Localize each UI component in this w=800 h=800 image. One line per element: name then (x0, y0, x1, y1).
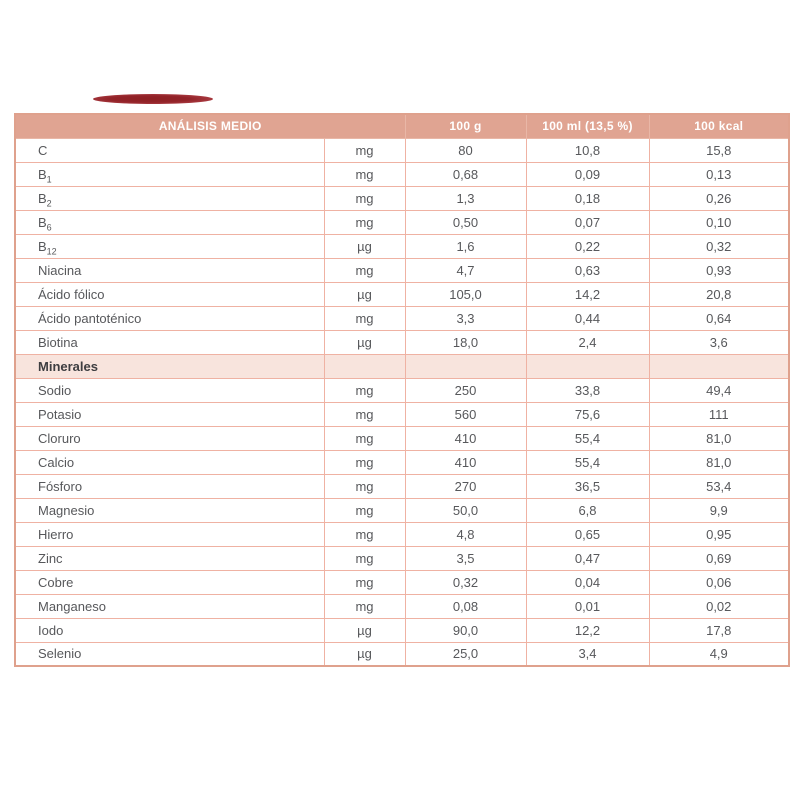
value-100kcal-cell: 0,69 (649, 546, 789, 570)
value-100kcal-cell: 3,6 (649, 330, 789, 354)
nutrient-name-cell (15, 498, 324, 522)
nutrient-name: B (38, 214, 47, 230)
value-100kcal-cell: 111 (649, 402, 789, 426)
value-100ml-cell: 0,18 (526, 186, 649, 210)
value-100ml-cell: 0,01 (526, 594, 649, 618)
nutrient-name-cell (15, 402, 324, 426)
table-body (15, 138, 789, 666)
unit-cell: mg (324, 306, 405, 330)
unit-cell: mg (324, 258, 405, 282)
section-row (15, 354, 789, 378)
nutrient-name: B (38, 166, 47, 182)
nutrient-name: Sodio (38, 382, 72, 398)
value-100ml-cell: 33,8 (526, 378, 649, 402)
nutrient-name-cell (15, 282, 324, 306)
unit-cell (324, 354, 405, 378)
nutrient-name: Magnesio (38, 502, 95, 518)
nutrient-name-cell (15, 210, 324, 234)
value-100ml-cell: 75,6 (526, 402, 649, 426)
table-row (15, 378, 789, 402)
table-row (15, 306, 789, 330)
header-100ml: 100 ml (13,5 %) (526, 114, 649, 138)
value-100kcal-cell: 9,9 (649, 498, 789, 522)
value-100g-cell: 50,0 (405, 498, 526, 522)
value-100kcal-cell: 0,26 (649, 186, 789, 210)
nutrient-name: B (38, 190, 47, 206)
unit-cell: mg (324, 138, 405, 162)
nutrient-name-subscript: 2 (46, 198, 52, 209)
table-row (15, 546, 789, 570)
nutrient-name: Hierro (38, 526, 74, 542)
table-row (15, 426, 789, 450)
value-100ml-cell: 0,09 (526, 162, 649, 186)
value-100ml-cell: 2,4 (526, 330, 649, 354)
value-100kcal-cell: 81,0 (649, 450, 789, 474)
nutrient-name-cell (15, 522, 324, 546)
table-row (15, 234, 789, 258)
nutrient-name: Potasio (38, 406, 82, 422)
unit-cell: µg (324, 330, 405, 354)
nutrient-name-cell (15, 234, 324, 258)
unit-cell: mg (324, 186, 405, 210)
value-100ml-cell: 36,5 (526, 474, 649, 498)
unit-cell: mg (324, 474, 405, 498)
nutrient-name-cell (15, 138, 324, 162)
header-100g: 100 g (405, 114, 526, 138)
value-100g-cell: 0,50 (405, 210, 526, 234)
unit-cell: mg (324, 426, 405, 450)
nutrient-name-cell (15, 594, 324, 618)
value-100kcal-cell: 0,93 (649, 258, 789, 282)
nutrient-name-cell (15, 306, 324, 330)
value-100kcal-cell (649, 354, 789, 378)
value-100g-cell: 3,3 (405, 306, 526, 330)
value-100ml-cell: 0,47 (526, 546, 649, 570)
value-100kcal-cell: 15,8 (649, 138, 789, 162)
header-100kcal: 100 kcal (649, 114, 789, 138)
nutrient-name-cell (15, 186, 324, 210)
value-100g-cell: 3,5 (405, 546, 526, 570)
value-100kcal-cell: 0,95 (649, 522, 789, 546)
nutrient-name: Cloruro (38, 430, 81, 446)
table-row (15, 138, 789, 162)
value-100ml-cell: 6,8 (526, 498, 649, 522)
value-100ml-cell: 0,44 (526, 306, 649, 330)
header-analysis-medio: ANÁLISIS MEDIO (15, 114, 405, 138)
nutrient-name: Selenio (38, 646, 82, 662)
nutrient-name: Iodo (38, 622, 64, 638)
unit-cell: µg (324, 618, 405, 642)
value-100g-cell: 18,0 (405, 330, 526, 354)
nutrient-name-subscript: 1 (46, 174, 52, 185)
nutrient-name: B (38, 238, 47, 254)
value-100ml-cell: 0,65 (526, 522, 649, 546)
unit-cell: mg (324, 378, 405, 402)
value-100g-cell: 0,32 (405, 570, 526, 594)
nutrient-name: Manganeso (38, 598, 106, 614)
table-row (15, 570, 789, 594)
value-100g-cell: 410 (405, 450, 526, 474)
unit-cell: mg (324, 498, 405, 522)
table-row (15, 522, 789, 546)
value-100g-cell: 0,68 (405, 162, 526, 186)
nutrient-name: C (38, 142, 48, 158)
value-100g-cell: 270 (405, 474, 526, 498)
value-100g-cell: 410 (405, 426, 526, 450)
table-row (15, 162, 789, 186)
nutrient-name-cell (15, 162, 324, 186)
nutrient-name: Fósforo (38, 478, 83, 494)
analysis-table (14, 113, 790, 667)
unit-cell: µg (324, 234, 405, 258)
value-100g-cell: 1,6 (405, 234, 526, 258)
nutrient-name: Calcio (38, 454, 75, 470)
value-100g-cell: 4,7 (405, 258, 526, 282)
nutrient-name: Ácido pantoténico (38, 310, 142, 326)
value-100ml-cell: 3,4 (526, 642, 649, 666)
value-100kcal-cell: 0,32 (649, 234, 789, 258)
unit-cell: mg (324, 546, 405, 570)
value-100ml-cell (526, 354, 649, 378)
nutrient-name-subscript: 12 (46, 246, 57, 257)
unit-cell: mg (324, 402, 405, 426)
unit-cell: mg (324, 210, 405, 234)
value-100g-cell: 25,0 (405, 642, 526, 666)
value-100kcal-cell: 20,8 (649, 282, 789, 306)
nutrient-name-cell (15, 546, 324, 570)
nutrient-name-subscript: 6 (46, 222, 52, 233)
nutrient-name: Niacina (38, 262, 82, 278)
value-100g-cell: 0,08 (405, 594, 526, 618)
value-100ml-cell: 0,22 (526, 234, 649, 258)
table-row (15, 330, 789, 354)
value-100kcal-cell: 0,06 (649, 570, 789, 594)
unit-cell: mg (324, 522, 405, 546)
nutrient-name: Cobre (38, 574, 74, 590)
table-row (15, 402, 789, 426)
table-row (15, 450, 789, 474)
unit-cell: mg (324, 570, 405, 594)
value-100ml-cell: 0,04 (526, 570, 649, 594)
nutrient-name-cell (15, 642, 324, 666)
value-100g-cell: 90,0 (405, 618, 526, 642)
unit-cell: mg (324, 162, 405, 186)
value-100kcal-cell: 0,64 (649, 306, 789, 330)
value-100kcal-cell: 81,0 (649, 426, 789, 450)
nutrient-name-cell (15, 474, 324, 498)
value-100g-cell: 560 (405, 402, 526, 426)
table-row (15, 210, 789, 234)
section-name-cell: Minerales (15, 354, 324, 378)
value-100g-cell (405, 354, 526, 378)
value-100kcal-cell: 49,4 (649, 378, 789, 402)
value-100kcal-cell: 0,13 (649, 162, 789, 186)
table-row (15, 594, 789, 618)
nutrient-name-cell (15, 450, 324, 474)
table-row (15, 282, 789, 306)
value-100kcal-cell: 53,4 (649, 474, 789, 498)
unit-cell: mg (324, 594, 405, 618)
value-100kcal-cell: 0,02 (649, 594, 789, 618)
table-row (15, 498, 789, 522)
decorative-swoosh (93, 94, 213, 104)
value-100kcal-cell: 0,10 (649, 210, 789, 234)
nutrient-name-cell (15, 618, 324, 642)
value-100ml-cell: 55,4 (526, 450, 649, 474)
nutrient-name-cell (15, 330, 324, 354)
value-100ml-cell: 10,8 (526, 138, 649, 162)
header-row (15, 114, 789, 138)
table-header (15, 114, 789, 138)
value-100g-cell: 250 (405, 378, 526, 402)
value-100ml-cell: 55,4 (526, 426, 649, 450)
nutrient-name: Ácido fólico (38, 286, 105, 302)
value-100g-cell: 4,8 (405, 522, 526, 546)
table-row (15, 258, 789, 282)
value-100kcal-cell: 17,8 (649, 618, 789, 642)
nutrient-name-cell (15, 258, 324, 282)
value-100ml-cell: 0,63 (526, 258, 649, 282)
value-100g-cell: 1,3 (405, 186, 526, 210)
value-100kcal-cell: 4,9 (649, 642, 789, 666)
unit-cell: µg (324, 642, 405, 666)
value-100g-cell: 105,0 (405, 282, 526, 306)
unit-cell: µg (324, 282, 405, 306)
table-row (15, 618, 789, 642)
table-row (15, 186, 789, 210)
nutrient-name-cell (15, 426, 324, 450)
table-row (15, 474, 789, 498)
nutrient-name-cell (15, 378, 324, 402)
nutrient-name: Zinc (38, 550, 63, 566)
value-100g-cell: 80 (405, 138, 526, 162)
value-100ml-cell: 14,2 (526, 282, 649, 306)
table-row (15, 642, 789, 666)
nutrient-name-cell (15, 570, 324, 594)
value-100ml-cell: 12,2 (526, 618, 649, 642)
nutrient-name: Biotina (38, 334, 78, 350)
value-100ml-cell: 0,07 (526, 210, 649, 234)
unit-cell: mg (324, 450, 405, 474)
